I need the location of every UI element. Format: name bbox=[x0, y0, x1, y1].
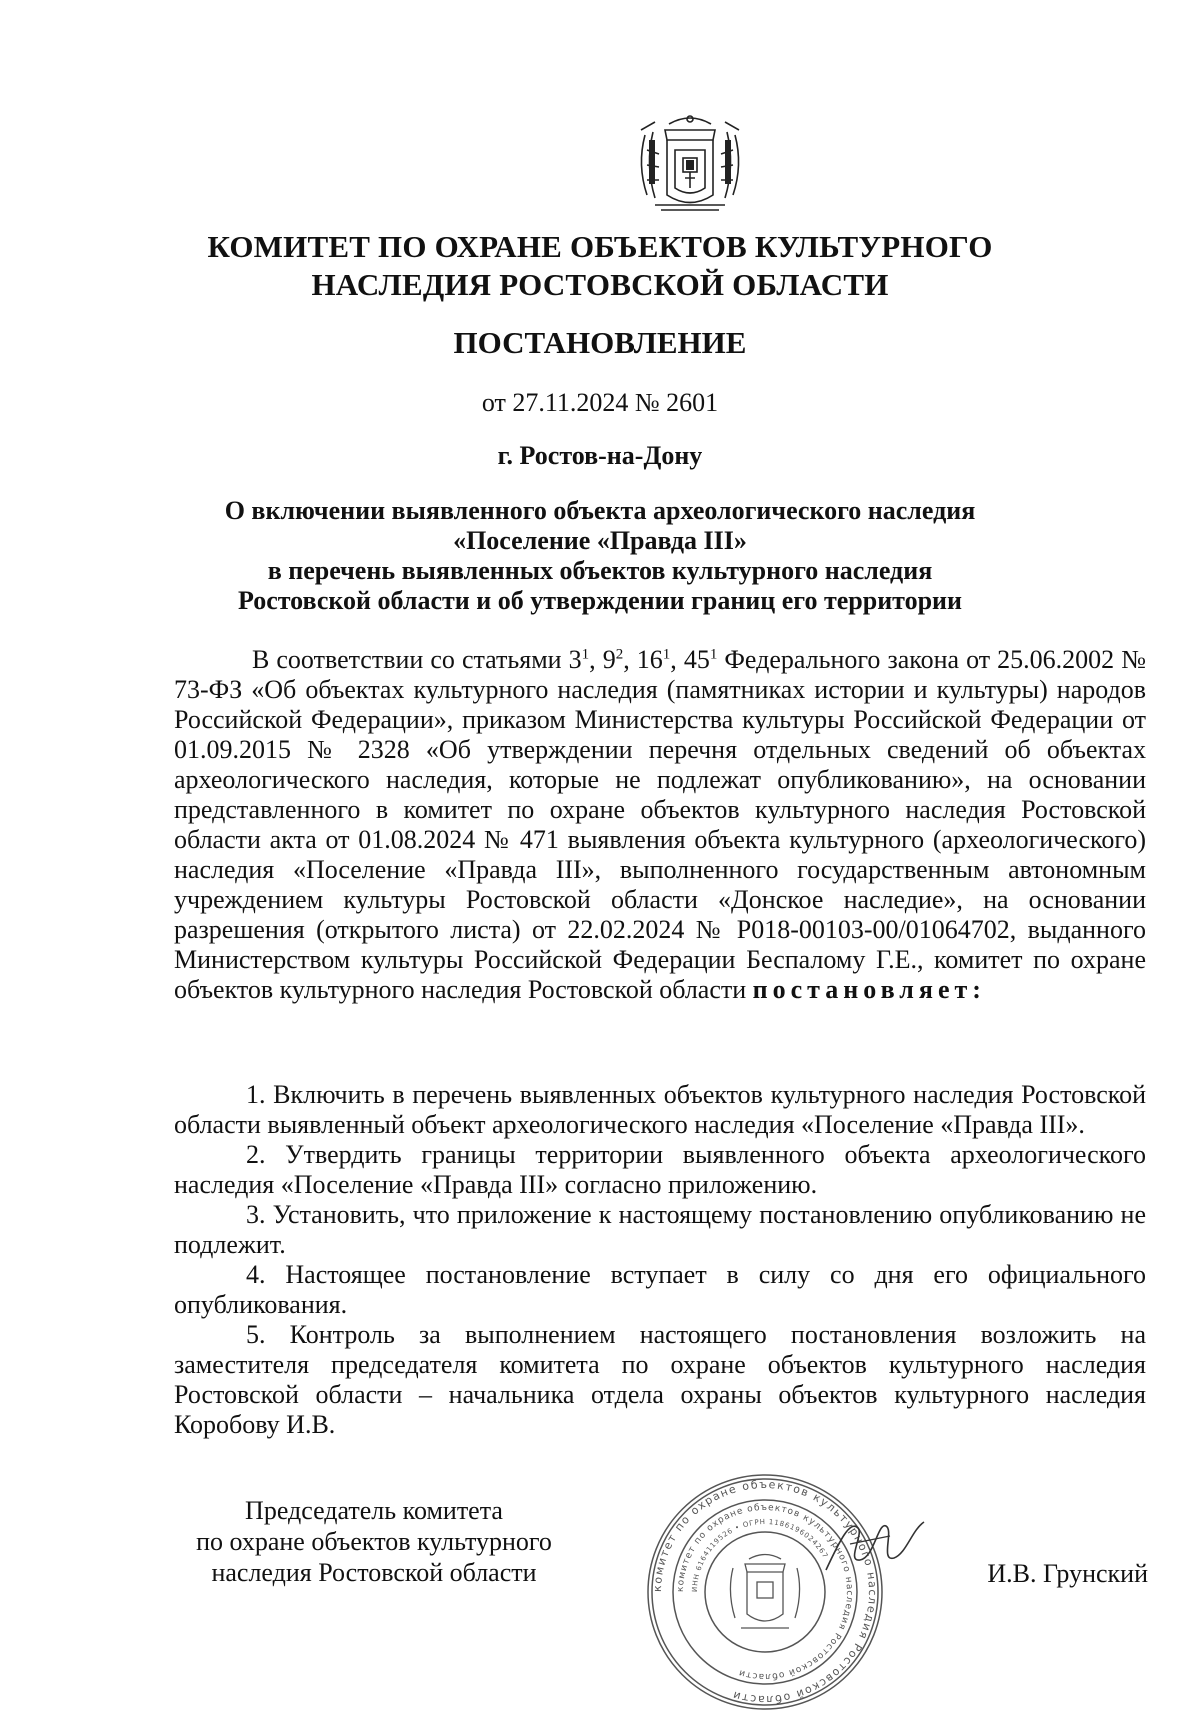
preamble-sep-1: , 9 bbox=[589, 645, 616, 674]
preamble-intro: В соответствии со статьями 3 bbox=[252, 645, 582, 674]
organization-title-line2: НАСЛЕДИЯ РОСТОВСКОЙ ОБЛАСТИ bbox=[311, 267, 889, 302]
decree-item: 5. Контроль за выполнением настоящего постановления возложить на заместителя председателя комитета по охране объектов культурного наследия Ростовской области – начальника отдела охраны объектов культурного наследия Коробову И.В. bbox=[174, 1320, 1146, 1439]
preamble-paragraph bbox=[174, 645, 1146, 1005]
document-date-number: от 27.11.2024 № 2601 bbox=[481, 388, 719, 417]
article-superscript-2: 2 bbox=[615, 646, 624, 663]
preamble-sep-3: , 45 bbox=[670, 645, 710, 674]
coat-of-arms-emblem bbox=[625, 110, 755, 220]
signatory-position-line3: наследия Ростовской области bbox=[211, 1558, 537, 1587]
preamble-sep-2: , 16 bbox=[623, 645, 663, 674]
decree-item: 3. Установить, что приложение к настоящему постановлению опубликованию не подлежит. bbox=[174, 1200, 1146, 1259]
subject-line3: в перечень выявленных объектов культурного наследия bbox=[267, 556, 933, 585]
subject-line4: Ростовской области и об утверждении границ его территории bbox=[237, 586, 963, 615]
decree-item: 4. Настоящее постановление вступает в силу со дня его официального опубликования. bbox=[174, 1260, 1146, 1319]
handwritten-signature bbox=[820, 1500, 930, 1590]
subject-line1: О включении выявленного объекта археологического наследия bbox=[224, 496, 976, 525]
preamble bbox=[174, 645, 1146, 1005]
organization-title bbox=[150, 228, 1050, 304]
seal-outer-text: комитет по охране объектов культурного наследия Ростовской области bbox=[650, 1477, 880, 1707]
document-subject bbox=[150, 496, 1050, 616]
signatory-position-line1: Председатель комитета bbox=[245, 1496, 503, 1525]
seal-inner-text: комитет по охране объектов культурного наследия Ростовской области bbox=[675, 1502, 855, 1682]
seal-id-text: ИНН 6164119526 • ОГРН 1186196024267 bbox=[690, 1517, 830, 1593]
decree-items bbox=[174, 1080, 1146, 1440]
document-type: ПОСТАНОВЛЕНИЕ bbox=[453, 325, 747, 360]
seal-emblem-icon bbox=[730, 1555, 799, 1629]
signer-name: И.В. Грунский bbox=[987, 1559, 1148, 1588]
article-superscript-3: 1 bbox=[662, 646, 671, 663]
article-superscript-1: 1 bbox=[581, 646, 590, 663]
article-superscript-4: 1 bbox=[709, 646, 718, 663]
decree-word: постановляет: bbox=[752, 975, 986, 1004]
decree-item: 1. Включить в перечень выявленных объектов культурного наследия Ростовской области выявленный объект археологического наследия «Поселение «Правда III». bbox=[174, 1080, 1146, 1139]
decree-item: 2. Утвердить границы территории выявленного объекта археологического наследия «Поселение «Правда III» согласно приложению. bbox=[174, 1140, 1146, 1199]
document-city: г. Ростов-на-Дону bbox=[497, 441, 703, 470]
signatory-position bbox=[164, 1495, 584, 1588]
signatory-position-line2: по охране объектов культурного bbox=[196, 1527, 552, 1556]
preamble-text: Федерального закона от 25.06.2002 № 73-ФЗ «Об объектах культурного наследия (памятниках истории и культуры) народов Российской Федерации», приказом Министерства культуры Российской Федерации от 01.09.2015 № 2328 «Об утверждении перечня отдельных сведений об объектах археологического наследия, которые не подлежат опубликованию», на основании представленного в комитет по охране объектов культурного наследия Ростовской области акта от 01.08.2024 № 471 выявления объекта культурного (археологического) наследия «Поселение «Правда III», выполненного государственным автономным учреждением культуры Ростовской области «Донское наследие», на основании разрешения (открытого листа) от 22.02.2024 № Р018-00103-00/01064702, выданного Министерством культуры Российской Федерации Беспалому Г.Е., комитет по охране объектов культурного наследия Ростовской области bbox=[174, 645, 1147, 1004]
subject-line2: «Поселение «Правда III» bbox=[453, 526, 747, 555]
organization-title-line1: КОМИТЕТ ПО ОХРАНЕ ОБЪЕКТОВ КУЛЬТУРНОГО bbox=[207, 229, 993, 264]
